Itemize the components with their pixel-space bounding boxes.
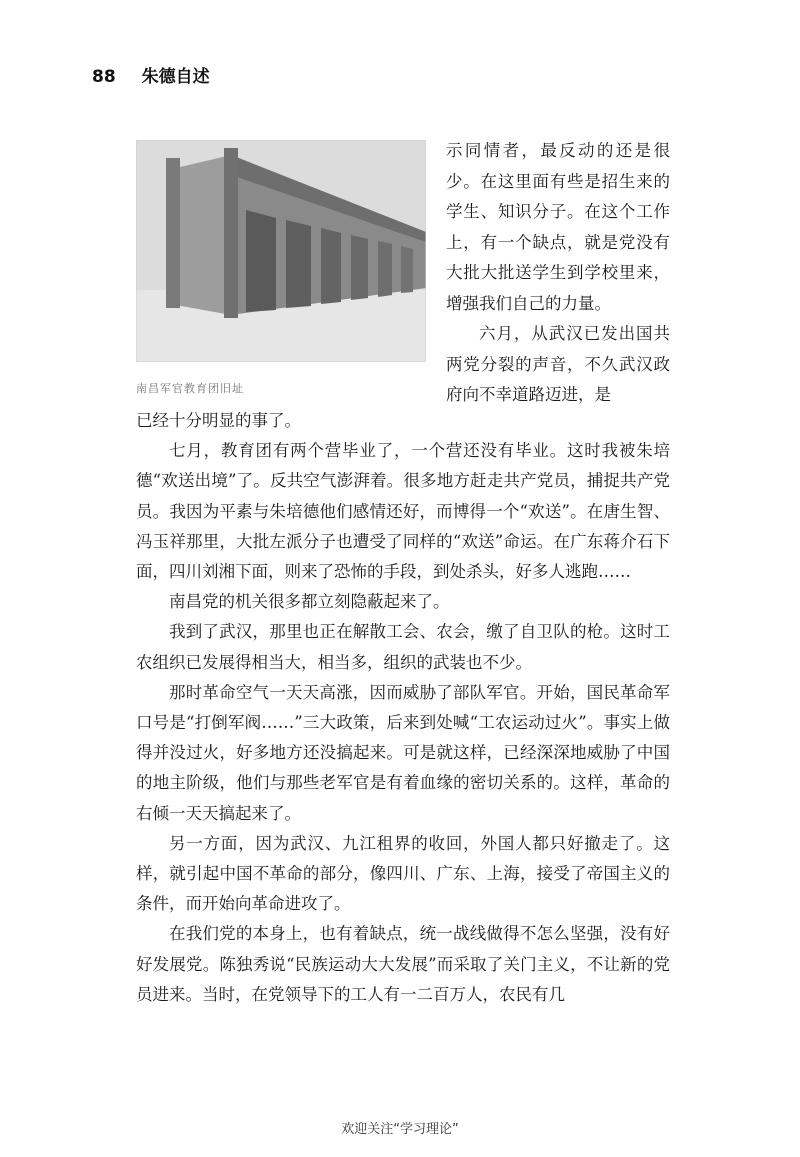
main-paragraph: 另一方面，因为武汉、九江租界的收回，外国人都只好撤走了。这样，就引起中国不革命的部分，像四川、广东、上海，接受了帝国主义的条件，而开始向革命进攻了。 [136,833,670,914]
main-body-text [136,406,670,1010]
figure-caption: 南昌军官教育团旧址 [136,382,244,395]
side-column-text [446,136,670,411]
page-footer: 欢迎关注“学习理论” [341,1122,459,1137]
page-number: 88 [92,67,116,87]
side-paragraph-2: 六月，从武汉已发出国共两党分裂的声音，不久武汉政府向不幸道路迈进，是 [446,324,670,404]
figure [136,140,426,396]
building-photo-illustration [136,140,426,362]
main-paragraph: 南昌党的机关很多都立刻隐蔽起来了。 [169,592,450,612]
building-photo [136,140,426,362]
page-header [92,62,210,87]
side-paragraph-1: 示同情者，最反动的还是很少。在这里面有些是招生来的学生、知识分子。在这个工作上，有一个缺点，就是党没有大批大批送学生到学校里来，增强我们自己的力量。 [446,141,670,313]
main-paragraph: 那时革命空气一天天高涨，因而威胁了部队军官。开始，国民革命军口号是“打倒军阀……”三大政策，后来到处喊“工农运动过火”。事实上做得并没过火，好多地方还没搞起来。可是就这样，已经深深地威胁了中国的地主阶级，他们与那些老军官是有着血缘的密切关系的。这样，革命的右倾一天天搞起来了。 [136,682,670,823]
book-title: 朱德自述 [141,67,210,87]
main-paragraph: 我到了武汉，那里也正在解散工会、农会，缴了自卫队的枪。这时工农组织已发展得相当大，相当多，组织的武装也不少。 [136,622,670,672]
main-paragraph-continuation: 已经十分明显的事了。 [136,411,301,430]
main-paragraph: 七月，教育团有两个营毕业了，一个营还没有毕业。这时我被朱培德“欢送出境”了。反共空气澎湃着。很多地方赶走共产党员，捕捉共产党员。我因为平素与朱培德他们感情还好，而博得一个“欢送”。在唐生智、冯玉祥那里，大批左派分子也遭受了同样的“欢送”命运。在广东蒋介石下面，四川刘湘下面，则来了恐怖的手段，到处杀头，好多人逃跑…… [136,441,670,582]
main-paragraph: 在我们党的本身上，也有着缺点，统一战线做得不怎么坚强，没有好好发展党。陈独秀说“民族运动大大发展”而采取了关门主义，不让新的党员进来。当时，在党领导下的工人有一二百万人，农民有几 [136,924,670,1004]
